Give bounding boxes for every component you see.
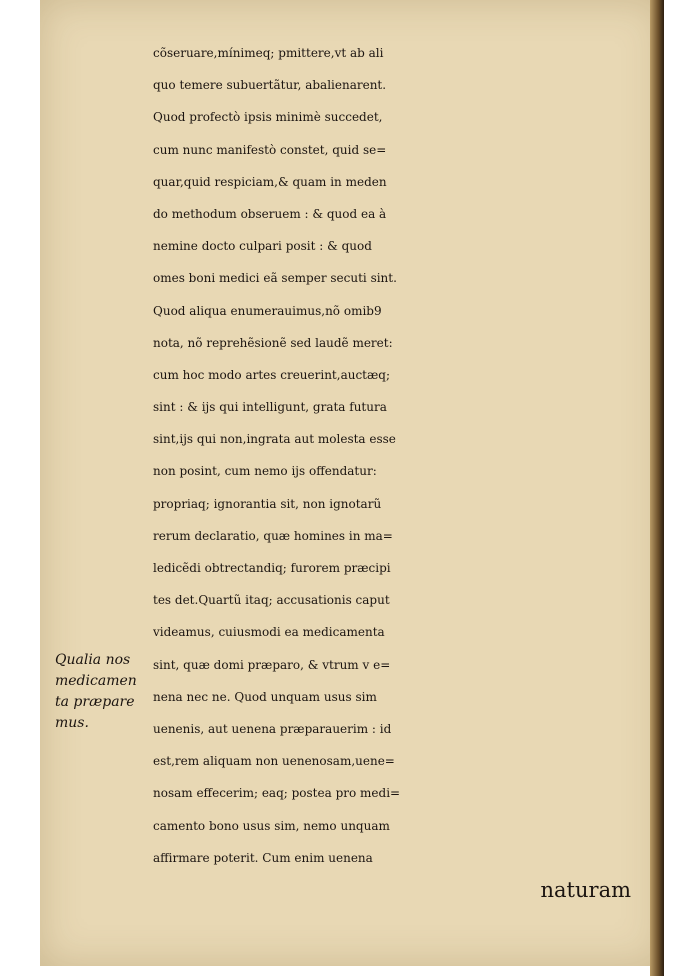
text-line: propriaq; ignorantia sit, non ignotarũ bbox=[153, 496, 382, 511]
text-line: cum hoc modo artes creuerint,auctæq; bbox=[153, 367, 390, 382]
text-line: nota, nõ reprehẽsionẽ sed laudẽ meret: bbox=[153, 335, 393, 350]
text-line: sint, quæ domi præparo, & vtrum v e= bbox=[153, 657, 391, 672]
text-line: sint,ijs qui non,ingrata aut molesta esse bbox=[153, 432, 396, 447]
catchword: naturam bbox=[540, 877, 631, 902]
text-line: nena nec ne. Quod unquam usus sim bbox=[153, 689, 377, 704]
margin-note-line: Qualia nos bbox=[55, 652, 131, 668]
margin-note-line: medicamen bbox=[55, 673, 137, 689]
text-line: omes boni medici eã semper secuti sint. bbox=[153, 271, 397, 286]
text-line: cõseruare,mínimeq; pmittere,vt ab ali bbox=[153, 46, 384, 60]
text-line: Quod profectò ipsis minimè succedet, bbox=[153, 110, 383, 125]
margin-note-line: mus. bbox=[55, 715, 89, 731]
text-line: quo temere subuertãtur, abalienarent. bbox=[153, 78, 387, 93]
margin-note-line: ta præpare bbox=[55, 694, 135, 710]
text-line: cum nunc manifestò constet, quid se= bbox=[153, 142, 387, 157]
text-line: camento bono usus sim, nemo unquam bbox=[153, 818, 390, 833]
text-line: nosam effecerim; eaq; postea pro medi= bbox=[153, 786, 401, 801]
text-line: do methodum obseruem : & quod ea à bbox=[153, 206, 387, 221]
text-line: ledicẽdi obtrectandiq; furorem præcipi bbox=[153, 561, 391, 575]
main-text-block bbox=[153, 37, 641, 906]
text-line: rerum declaratio, quæ homines in ma= bbox=[153, 528, 393, 543]
text-line: sint : & ijs qui intelligunt, grata futura bbox=[153, 400, 387, 415]
text-line: tes det.Quartũ itaq; accusationis caput bbox=[153, 593, 390, 608]
text-line: uenenis, aut uenena præparauerim : id bbox=[153, 721, 392, 736]
text-line: Quod aliqua enumerauimus,nõ omib9 bbox=[153, 303, 382, 318]
page-gutter-edge bbox=[650, 0, 664, 976]
text-line: nemine docto culpari posit : & quod bbox=[153, 239, 372, 254]
text-line: videamus, cuiusmodi ea medicamenta bbox=[153, 625, 385, 640]
text-line: quar,quid respiciam,& quam in meden bbox=[153, 174, 387, 189]
text-line: non posint, cum nemo ijs offendatur: bbox=[153, 464, 377, 479]
margin-note bbox=[55, 650, 151, 734]
text-line: affirmare poterit. Cum enim uenena bbox=[153, 850, 373, 865]
text-line: est,rem aliquam non uenenosam,uene= bbox=[153, 754, 395, 769]
